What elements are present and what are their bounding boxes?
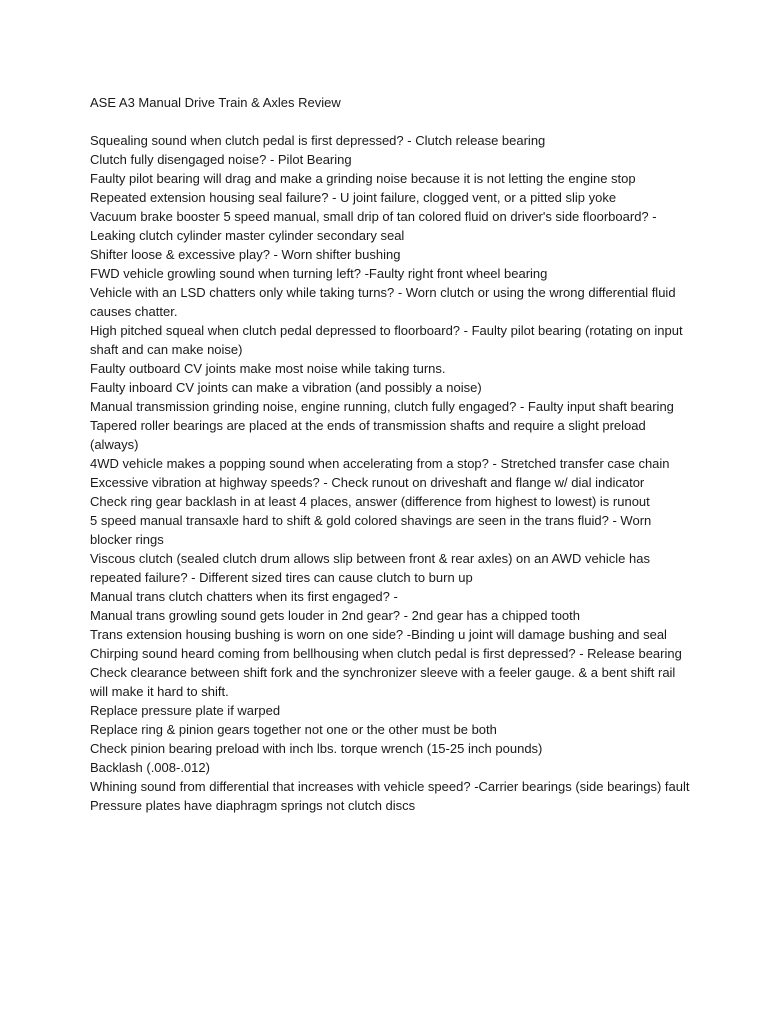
review-line: Manual transmission grinding noise, engine running, clutch fully engaged? - Faulty input shaft bearing [90, 399, 674, 414]
review-line: Excessive vibration at highway speeds? - Check runout on driveshaft and flange w/ dial indicator [90, 475, 645, 490]
review-line: Replace pressure plate if warped [90, 703, 281, 718]
review-line: Repeated extension housing seal failure? - U joint failure, clogged vent, or a pitted slip yoke [90, 190, 617, 205]
review-line: FWD vehicle growling sound when turning left? -Faulty right front wheel bearing [90, 266, 548, 281]
review-line: Faulty outboard CV joints make most noise while taking turns. [90, 361, 446, 376]
review-line: Vacuum brake booster 5 speed manual, small drip of tan colored fluid on driver's side floorboard? - Leaking clutch cylinder master cylinder secondary seal [90, 209, 657, 243]
review-line: Faulty pilot bearing will drag and make a grinding noise because it is not letting the engine stop [90, 171, 636, 186]
review-line: Whining sound from differential that increases with vehicle speed? -Carrier bearings (side bearings) fault [90, 779, 690, 794]
document-body [90, 93, 690, 815]
review-list [90, 131, 690, 815]
review-line: Check pinion bearing preload with inch lbs. torque wrench (15-25 inch pounds) [90, 741, 543, 756]
review-line: Manual trans clutch chatters when its first engaged? - [90, 589, 398, 604]
review-line: 5 speed manual transaxle hard to shift & gold colored shavings are seen in the trans fluid? - Worn blocker rings [90, 513, 652, 547]
review-line: Pressure plates have diaphragm springs not clutch discs [90, 798, 416, 813]
review-line: Vehicle with an LSD chatters only while taking turns? - Worn clutch or using the wrong differential fluid causes chatter. [90, 285, 676, 319]
review-line: 4WD vehicle makes a popping sound when accelerating from a stop? - Stretched transfer case chain [90, 456, 670, 471]
review-line: Check ring gear backlash in at least 4 places, answer (difference from highest to lowest) is runout [90, 494, 650, 509]
review-line: Tapered roller bearings are placed at the ends of transmission shafts and require a slight preload (always) [90, 418, 646, 452]
review-line: Viscous clutch (sealed clutch drum allows slip between front & rear axles) on an AWD vehicle has repeated failure? - Different sized tires can cause clutch to burn up [90, 551, 650, 585]
review-line: Check clearance between shift fork and the synchronizer sleeve with a feeler gauge. & a bent shift rail will make it hard to shift. [90, 665, 676, 699]
review-line: Chirping sound heard coming from bellhousing when clutch pedal is first depressed? - Release bearing [90, 646, 682, 661]
review-line: Trans extension housing bushing is worn on one side? -Binding u joint will damage bushing and seal [90, 627, 667, 642]
review-line: High pitched squeal when clutch pedal depressed to floorboard? - Faulty pilot bearing (rotating on input shaft and can make noise) [90, 323, 683, 357]
review-line: Squealing sound when clutch pedal is first depressed? - Clutch release bearing [90, 133, 546, 148]
review-line: Manual trans growling sound gets louder in 2nd gear? - 2nd gear has a chipped tooth [90, 608, 580, 623]
review-line: Replace ring & pinion gears together not one or the other must be both [90, 722, 497, 737]
review-line: Clutch fully disengaged noise? - Pilot Bearing [90, 152, 352, 167]
review-line: Backlash (.008-.012) [90, 760, 210, 775]
review-line: Faulty inboard CV joints can make a vibration (and possibly a noise) [90, 380, 482, 395]
document-title: ASE A3 Manual Drive Train & Axles Review [90, 95, 341, 110]
review-line: Shifter loose & excessive play? - Worn shifter bushing [90, 247, 401, 262]
